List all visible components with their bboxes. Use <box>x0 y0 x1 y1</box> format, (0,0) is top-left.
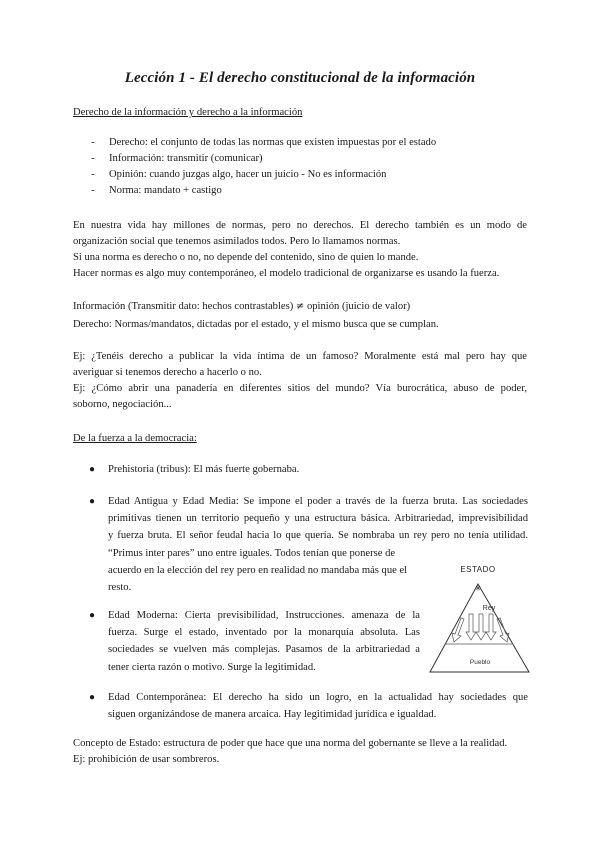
definition-opinion: Opinión: cuando juzgas algo, hacer un juicio - No es información <box>109 169 387 180</box>
info-text: Información (Transmitir dato: hechos contrastables) <box>73 301 296 312</box>
concept-line: Ej: prohibición de usar sombreros. <box>73 754 220 765</box>
list-dash: - <box>91 185 95 196</box>
diagram-top-label: Rey <box>482 605 496 612</box>
bullet-line: siguen organizándose de manera arcaica. Hay legitimidad jurídica e igualdad. <box>108 709 437 721</box>
bullet-line: acuerdo en la elección del rey pero en realidad no mandaba más que el <box>108 564 408 576</box>
opinion-text: opinión (juicio de valor) <box>304 301 411 312</box>
example-line: soborno, negociación... <box>73 399 172 410</box>
diagram-bottom-label: Pueblo <box>469 659 491 666</box>
star-icon: ✳ <box>474 584 482 593</box>
section-heading-fuerza: De la fuerza a la democracia: <box>73 433 197 444</box>
bullet-line: Prehistoria (tribus): El más fuerte gobernaba. <box>108 464 300 475</box>
derecho-definition-line: Derecho: Normas/mandatos, dictadas por el estado, y el mismo busca que se cumplan. <box>73 319 439 330</box>
bullet-line: Edad Moderna: Cierta previsibilidad, Instrucciones. amenaza de la <box>108 610 420 621</box>
bullet-line: y fuerza bruta. El señor feudal hacia lo que quería. Se nombraba un rey pero no tenía utilidad. <box>108 530 528 542</box>
paragraph-line: Si una norma es derecho o no, no depende del contenido, sino de quien lo mande. <box>73 252 419 263</box>
paragraph-line: En nuestra vida hay millones de normas, pero no derechos. El derecho también es un modo de <box>73 220 527 231</box>
bullet-dot: ● <box>89 464 96 475</box>
paragraph-line: organización social que tenemos asimilados todos. Pero lo llamamos normas. <box>73 236 401 247</box>
list-dash: - <box>91 153 95 164</box>
diagram-title: ESTADO <box>460 565 496 574</box>
concept-line: Concepto de Estado: estructura de poder que hace que una norma del gobernante se lleve a la realidad. <box>73 738 508 749</box>
definition-norma: Norma: mandato + castigo <box>109 185 222 196</box>
definition-derecho: Derecho: el conjunto de todas las normas que existen impuestas por el estado <box>109 137 437 148</box>
bullet-dot: ● <box>89 692 96 703</box>
bullet-line: “Primus inter pares” uno entre iguales. Todos tenían que ponerse de <box>108 547 396 559</box>
bullet-line: resto. <box>108 582 132 594</box>
list-dash: - <box>91 169 95 180</box>
estado-pyramid-diagram <box>425 558 535 683</box>
list-dash: - <box>91 137 95 148</box>
not-equal-symbol: ≠ <box>295 301 305 312</box>
example-line: averiguar si tenemos derecho a hacerlo o no. <box>73 367 262 378</box>
section-heading-derecho: Derecho de la información y derecho a la información <box>73 107 303 118</box>
bullet-line: fuerza. Surge el estado, inventado por la monarquía absoluta. Las <box>108 627 420 639</box>
bullet-dot: ● <box>89 610 96 621</box>
bullet-prehistoria <box>108 461 528 478</box>
bullet-edad-contemporanea <box>108 689 528 723</box>
bullet-line: Edad Antigua y Edad Media: Se impone el poder a través de la fuerza bruta. Las sociedades <box>108 496 528 507</box>
bullet-edad-moderna <box>108 607 420 676</box>
bullet-line: Edad Contemporánea: El derecho ha sido un logro, en la actualidad hay sociedades que <box>108 692 528 703</box>
bullet-line: sociedades se vuelven más complejas. Pasamos de la arbitrariedad a <box>108 644 420 656</box>
info-vs-opinion-line <box>73 300 410 314</box>
definition-informacion: Información: transmitir (comunicar) <box>109 153 263 164</box>
bullet-line: tener cierta razón o motivo. Surge la legitimidad. <box>108 661 316 673</box>
page-title: Lección 1 - El derecho constitucional de la información <box>124 70 476 86</box>
down-arrows-icon <box>452 614 509 642</box>
example-line: Ej: ¿Cómo abrir una panadería en diferentes sitios del mundo? Vía burocrática, abuso de poder, <box>73 383 527 394</box>
bullet-line: primitivas tienen un territorio pequeño y una estructura básica. Arbitrariedad, imprevisibilidad <box>108 513 528 525</box>
bullet-dot: ● <box>89 496 96 507</box>
paragraph-line: Hacer normas es algo muy contemporáneo, el modelo tradicional de organizarse es usando la fuerza. <box>73 268 500 279</box>
example-line: Ej: ¿Tenéis derecho a publicar la vida íntima de un famoso? Moralmente está mal pero hay que <box>73 351 527 362</box>
